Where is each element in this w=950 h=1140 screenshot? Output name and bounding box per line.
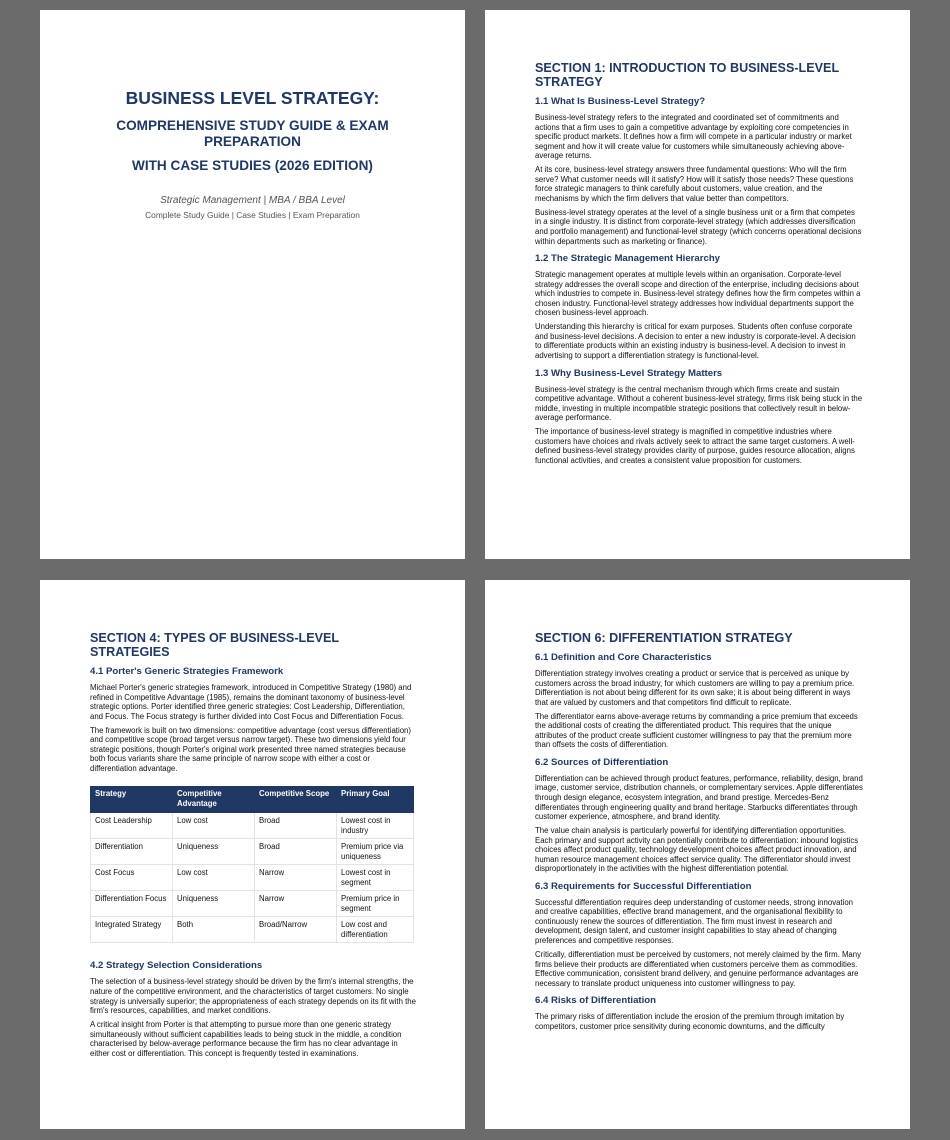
cover-block (40, 10, 465, 220)
table-cell: Cost Focus (91, 865, 173, 891)
subsection-heading: 6.1 Definition and Core Characteristics (535, 652, 712, 663)
page-content (535, 61, 863, 470)
section-title: SECTION 1: INTRODUCTION TO BUSINESS-LEVEL STRATEGY (535, 61, 839, 89)
cover-title: BUSINESS LEVEL STRATEGY: (125, 88, 380, 108)
page-section-4 (40, 580, 465, 1129)
table-row (91, 891, 414, 917)
table-header-cell: Strategy (91, 787, 173, 813)
paragraph: A critical insight from Porter is that attempting to pursue more than one generic strategy simultaneously without sufficient capabilities leads to being stuck in the middle, a condition characterised by below-average performance because the firm has no clear advantage in either cost or differentiation. This concept is frequently tested in examinations. (90, 1020, 402, 1058)
table-cell: Lowest cost in segment (337, 865, 414, 891)
page-section-6 (485, 580, 910, 1129)
cover-meta: Strategic Management | MBA / BBA Level (160, 195, 345, 206)
page-content (535, 631, 863, 1036)
paragraph: The importance of business-level strategy is magnified in competitive industries where customers have choices and rivals actively seek to attract the same target customers. A well-defined business-level strategy provides clarity of purpose, guides resource allocation, aligns functional activities, and creates a consistent value proposition for customers. (535, 427, 855, 465)
subsection-heading: 6.2 Sources of Differentiation (535, 756, 669, 768)
table-cell: Cost Leadership (91, 813, 173, 839)
subsection-heading: 6.4 Risks of Differentiation (535, 995, 657, 1007)
cover-meta-secondary: Complete Study Guide | Case Studies | Exam Preparation (145, 210, 360, 220)
table-cell: Narrow (255, 865, 337, 891)
cover-subtitle: COMPREHENSIVE STUDY GUIDE & EXAM PREPARATION (116, 118, 389, 149)
table-header-cell: Competitive Scope (255, 787, 337, 813)
section-title: SECTION 6: DIFFERENTIATION STRATEGY (535, 631, 793, 645)
section-title: SECTION 4: TYPES OF BUSINESS-LEVEL STRATEGIES (90, 631, 339, 659)
table-cell: Broad (255, 839, 337, 865)
page-content (90, 631, 418, 1063)
paragraph: The selection of a business-level strategy should be driven by the firm's internal strengths, the nature of the competitive environment, and the characteristics of target customers. No single strategy is universally superior; the appropriateness of each strategy depends on its fit with the firm's resources, capabilities, and market conditions. (90, 977, 416, 1016)
paragraph: Business-level strategy operates at the level of a single business unit or a firm that competes in a single industry. It is distinct from corporate-level strategy (which addresses diversification and portfolio management) and functional-level strategy (which concerns operational decisions within departments such as marketing or finance). (535, 207, 862, 246)
paragraph: The value chain analysis is particularly powerful for identifying differentiation opportunities. Each primary and support activity can potentially contribute to differentiation: inbound logistics choices affect product quality, technology development choices affect product innovation, and human resource management choices affect service quality. The differentiator should invest disproportionately in the activities with the highest differentiation potential. (535, 826, 859, 874)
subsection-heading: 1.2 The Strategic Management Hierarchy (535, 253, 721, 265)
paragraph: Understanding this hierarchy is critical for exam purposes. Students often confuse corporate and business-level decisions. A decision to enter a new industry is corporate-level. A decision to differentiate products within an existing industry is business-level. A decision to invest in advertising to support a differentiation strategy is functional-level. (535, 322, 856, 360)
page-section-1 (485, 10, 910, 559)
table-cell: Uniqueness (173, 891, 255, 917)
table-cell: Differentiation (91, 839, 173, 865)
subsection-heading: 4.1 Porter's Generic Strategies Framework (90, 666, 284, 677)
paragraph: Differentiation strategy involves creating a product or service that is perceived as unique by customers across the broad industry, for which customers are willing to pay a premium price. Differentiation is not about being different for its own sake; it is about being different in ways that are valued by customers and that competitors find difficult to replicate. (535, 669, 855, 707)
table-cell: Premium price via uniqueness (337, 839, 414, 865)
cover-edition: WITH CASE STUDIES (2026 EDITION) (132, 158, 373, 173)
table-row (91, 865, 414, 891)
table-cell: Integrated Strategy (91, 917, 173, 943)
paragraph: Strategic management operates at multiple levels within an organisation. Corporate-level strategy addresses the overall scope and direction of the enterprise, including decisions about which industries to compete in. Business-level strategy defines how the firm competes within a chosen industry. Functional-level strategy addresses how individual departments support the chosen business-level approach. (535, 270, 861, 318)
paragraph: Differentiation can be achieved through product features, performance, reliability, design, brand image, customer service, distribution channels, or complementary services. Apple differentiates through design elegance, ecosystem integration, and brand prestige. Mercedes-Benz differentiates through engineering quality and brand heritage. Starbucks differentiates through customer experience, atmosphere, and brand identity. (535, 773, 863, 822)
table-cell: Lowest cost in industry (337, 813, 414, 839)
subsection-heading: 6.3 Requirements for Successful Differentiation (535, 880, 752, 892)
table-cell: Broad (255, 813, 337, 839)
table-header-cell: Primary Goal (337, 787, 414, 813)
table-cell: Broad/Narrow (255, 917, 337, 943)
table-row (91, 917, 414, 943)
paragraph: Successful differentiation requires deep understanding of customer needs, strong innovation and creative capabilities, effective brand management, and the organisational flexibility to continuously renew the sources of differentiation. The firm must invest in research and development, design talent, and customer insight capabilities to stay ahead of changing preferences and competitive responses. (535, 897, 853, 946)
table-cell: Low cost and differentiation (337, 917, 414, 943)
generic-strategies-table (90, 786, 414, 943)
table-cell: Differentiation Focus (91, 891, 173, 917)
page-cover (40, 10, 465, 559)
paragraph: Business-level strategy is the central mechanism through which firms create and sustain competitive advantage. Without a coherent business-level strategy, firms risk being stuck in the middle, investing in multiple incompatible strategic positions that collectively result in below-average performance. (535, 384, 863, 423)
paragraph: Michael Porter's generic strategies framework, introduced in Competitive Strategy (1980) and refined in Competitive Advantage (1985), remains the dominant taxonomy of business-level strategic options. Porter identified three generic strategies: Cost Leadership, Differentiation, and Focus. The Focus strategy is further divided into Cost Focus and Differentiation Focus. (90, 683, 412, 721)
subsection-heading: 1.1 What Is Business-Level Strategy? (535, 96, 706, 107)
table-cell: Low cost (173, 813, 255, 839)
paragraph: The primary risks of differentiation include the erosion of the premium through imitation by competitors, customer price sensitivity during economic downturns, and the difficulty (535, 1012, 845, 1031)
table-row (91, 813, 414, 839)
table-cell: Premium price in segment (337, 891, 414, 917)
paragraph: The differentiator earns above-average returns by commanding a price premium that exceeds the additional costs of creating the differentiated product. This requires that the unique attributes of the product create sufficient customer willingness to pay that the premium more than offsets the costs of differentiation. (535, 711, 858, 750)
subsection-heading: 4.2 Strategy Selection Considerations (90, 960, 263, 972)
paragraph: At its core, business-level strategy answers three fundamental questions: Who will the firm serve? What customer needs will it satisfy? How will it satisfy those needs? These questions force strategic managers to think carefully about customers, value creation, and the mechanisms by which the firm delivers that value better than competitors. (535, 165, 854, 203)
paragraph: Business-level strategy refers to the integrated and coordinated set of commitments and actions that a firm uses to gain a competitive advantage by exploiting core competencies in specific product markets. It defines how a firm will compete in a particular industry or market segment and how it will create value for customers while simultaneously achieving above-average returns. (535, 113, 852, 161)
table-cell: Low cost (173, 865, 255, 891)
paragraph: The framework is built on two dimensions: competitive advantage (cost versus differentiation) and competitive scope (broad target versus narrow target). These two dimensions yield four strategic positions, though Porter's original work presented three named strategies because both focus variants share the same principle of narrow scope with either a cost or differentiation advantage. (90, 725, 411, 773)
table-cell: Uniqueness (173, 839, 255, 865)
table-cell: Both (173, 917, 255, 943)
table-header-cell: Competitive Advantage (173, 787, 255, 813)
table-cell: Narrow (255, 891, 337, 917)
table-header-row (91, 787, 414, 813)
subsection-heading: 1.3 Why Business-Level Strategy Matters (535, 367, 723, 379)
paragraph: Critically, differentiation must be perceived by customers, not merely claimed by the firm. Many firms believe their products are differentiated when customers perceive them as commodities. Effective communication, consistent brand delivery, and genuine performance advantages are necessary to translate product uniqueness into customer willingness to pay. (535, 950, 862, 988)
table-row (91, 839, 414, 865)
